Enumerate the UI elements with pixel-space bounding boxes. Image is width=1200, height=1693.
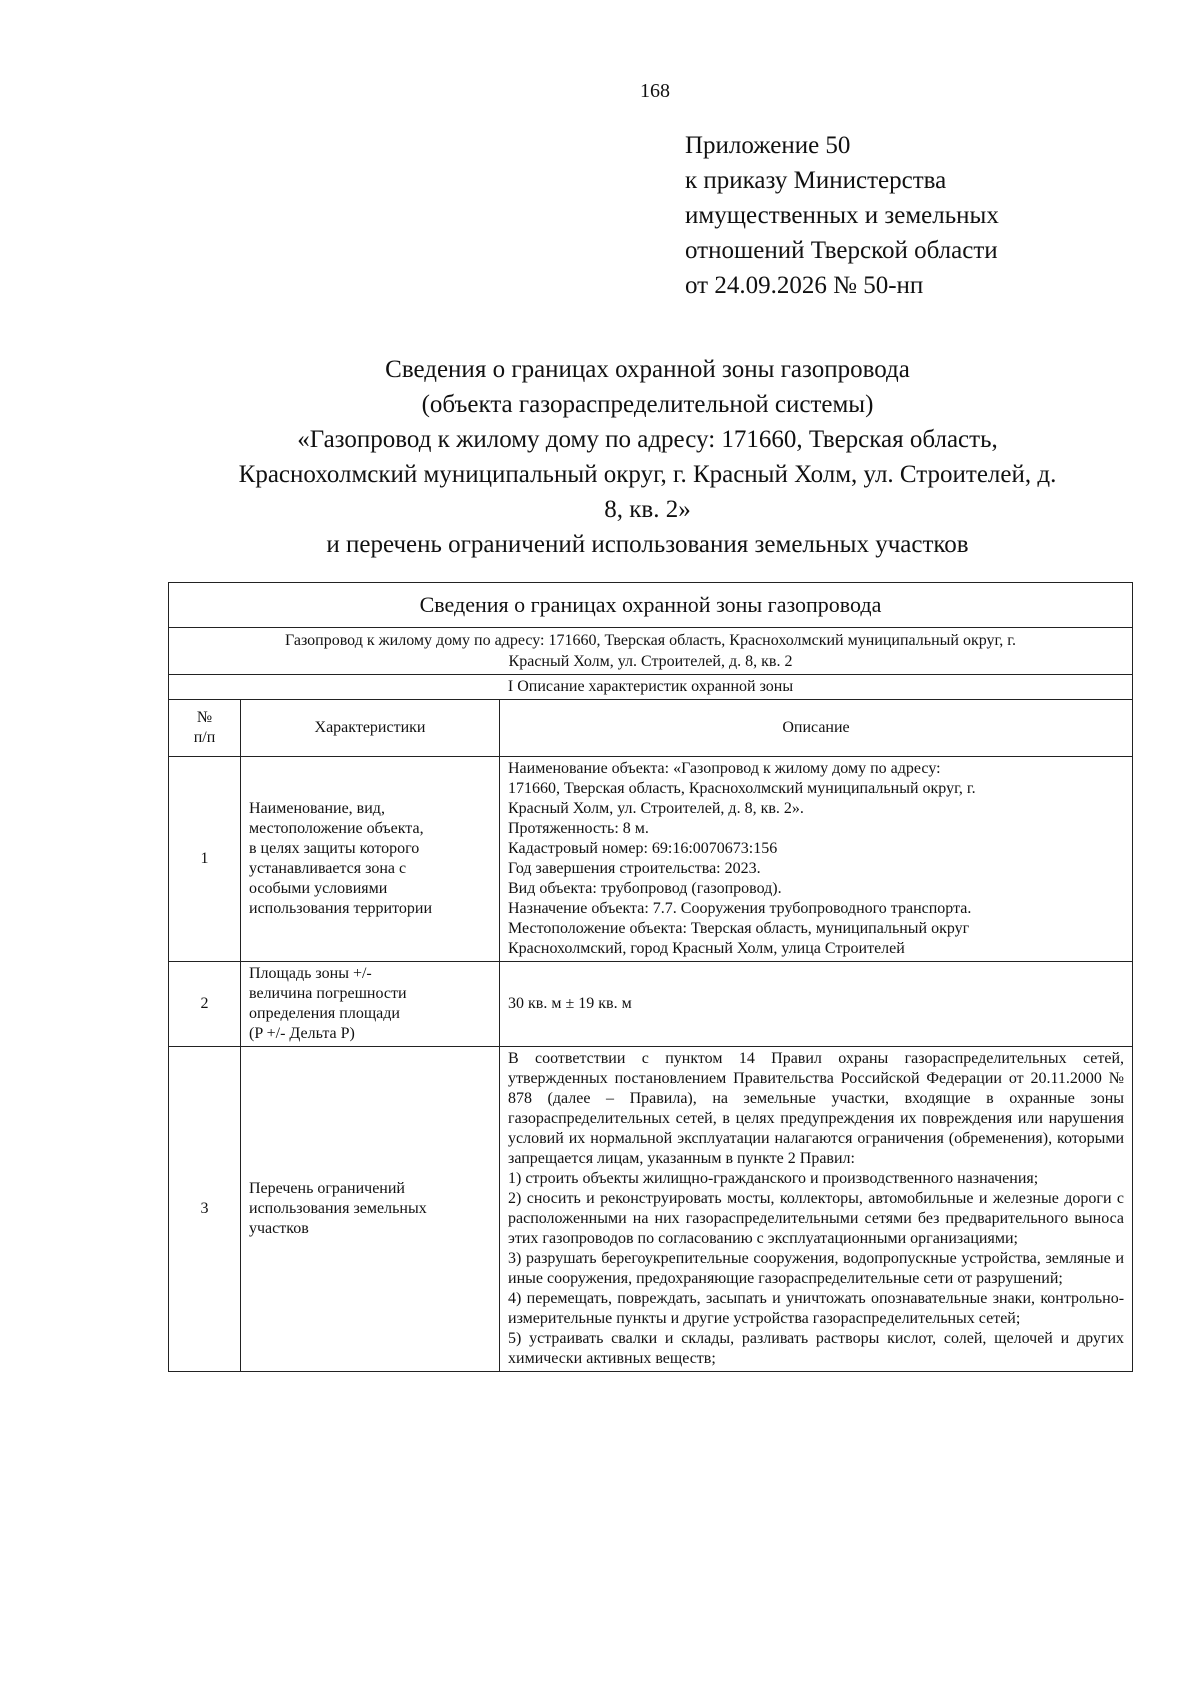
description-line: 30 кв. м ± 19 кв. м: [508, 995, 632, 1012]
object-caption: [169, 628, 1133, 675]
characteristic-line: определения площади: [249, 1005, 400, 1022]
description-paragraph: 5) устраивать свалки и склады, разливать растворы кислот, солей, щелочей и других химически активных веществ;: [508, 1330, 1125, 1367]
row-characteristic: [241, 962, 500, 1047]
header-num-line: №: [196, 709, 213, 726]
appendix-line: Приложение 50: [685, 132, 851, 159]
header-characteristics: Характеристики: [241, 700, 500, 757]
row-number: 2: [169, 962, 241, 1047]
row-number: 3: [169, 1047, 241, 1372]
description-line: Год завершения строительства: 2023.: [508, 860, 761, 877]
description-line: Протяженность: 8 м.: [508, 820, 649, 837]
description-paragraph: 3) разрушать берегоукрепительные сооружения, водопропускные устройства, земляные и иные сооружения, предохраняющие газораспределительные сети от разрушений;: [508, 1250, 1125, 1287]
title-line: и перечень ограничений использования земельных участков: [326, 531, 969, 558]
page-number: 168: [640, 80, 670, 102]
object-caption-line: Газопровод к жилому дому по адресу: 171660, Тверская область, Краснохолмский муниципальный округ, г.: [284, 632, 1017, 649]
characteristic-line: (P +/- Дельта P): [249, 1025, 355, 1042]
characteristic-line: использования территории: [249, 900, 433, 917]
document-title: [180, 352, 1115, 562]
section-title: I Описание характеристик охранной зоны: [169, 675, 1133, 700]
table-header-row: [169, 700, 1133, 757]
object-caption-line: Красный Холм, ул. Строителей, д. 8, кв. 2: [508, 653, 793, 670]
description-paragraph: 4) перемещать, повреждать, засыпать и уничтожать опознавательные знаки, контрольно-измерительные пункты и другие устройства газораспределительных сетей;: [508, 1290, 1125, 1327]
row-characteristic: [241, 1047, 500, 1372]
title-line: Краснохолмский муниципальный округ, г. Красный Холм, ул. Строителей, д.: [238, 461, 1057, 488]
appendix-line: имущественных и земельных: [685, 202, 999, 229]
row-characteristic: [241, 757, 500, 962]
row-number: 1: [169, 757, 241, 962]
characteristic-line: местоположение объекта,: [249, 820, 424, 837]
title-line: (объекта газораспределительной системы): [421, 391, 874, 418]
characteristic-line: использования земельных: [249, 1200, 427, 1217]
description-line: Красный Холм, ул. Строителей, д. 8, кв. 2».: [508, 800, 804, 817]
title-line: «Газопровод к жилому дому по адресу: 171660, Тверская область,: [297, 426, 998, 453]
appendix-line: от 24.09.2026 № 50-нп: [685, 272, 924, 299]
row-description: [500, 757, 1133, 962]
header-num-line: п/п: [193, 729, 216, 746]
header-num: [169, 700, 241, 757]
characteristic-line: участков: [249, 1220, 309, 1237]
description-line: 171660, Тверская область, Краснохолмский муниципальный округ, г.: [508, 780, 976, 797]
table-title: Сведения о границах охранной зоны газопровода: [169, 583, 1133, 628]
characteristic-line: особыми условиями: [249, 880, 388, 897]
zone-table: [168, 582, 1133, 1372]
title-line: Сведения о границах охранной зоны газопровода: [385, 356, 910, 383]
characteristic-line: Перечень ограничений: [249, 1180, 405, 1197]
description-paragraph: 2) сносить и реконструировать мосты, коллекторы, автомобильные и железные дороги с расположенными на них газораспределительными сетями без предварительного выноса этих газопроводов по согласованию с эксплуатационными организациями;: [508, 1190, 1125, 1247]
description-paragraph: В соответствии с пунктом 14 Правил охраны газораспределительных сетей, утвержденных постановлением Правительства Российской Федерации от 20.11.2000 № 878 (далее – Правила), на земельные участки, входящие в охранные зоны газораспределительных сетей, в целях предупреждения их повреждения или нарушения условий их нормальной эксплуатации налагаются ограничения (обременения), которыми запрещается лицам, указанным в пункте 2 Правил:: [508, 1050, 1125, 1167]
description-line: Краснохолмский, город Красный Холм, улица Строителей: [508, 940, 905, 957]
header-description: Описание: [500, 700, 1133, 757]
table-row: [169, 1047, 1133, 1372]
appendix-line: отношений Тверской области: [685, 237, 998, 264]
characteristic-line: Площадь зоны +/-: [249, 965, 372, 982]
appendix-header: [685, 128, 999, 303]
table-row: [169, 757, 1133, 962]
characteristic-line: устанавливается зона с: [249, 860, 407, 877]
description-line: Местоположение объекта: Тверская область, муниципальный округ: [508, 920, 970, 937]
table-row: [169, 962, 1133, 1047]
description-line: Вид объекта: трубопровод (газопровод).: [508, 880, 782, 897]
row-description: [500, 962, 1133, 1047]
description-line: Назначение объекта: 7.7. Сооружения трубопроводного транспорта.: [508, 900, 972, 917]
description-line: Кадастровый номер: 69:16:0070673:156: [508, 840, 778, 857]
row-description: [500, 1047, 1133, 1372]
appendix-line: к приказу Министерства: [685, 167, 947, 194]
characteristic-line: Наименование, вид,: [249, 800, 385, 817]
characteristic-line: в целях защиты которого: [249, 840, 420, 857]
description-paragraph: 1) строить объекты жилищно-гражданского и производственного назначения;: [508, 1170, 1039, 1187]
description-line: Наименование объекта: «Газопровод к жилому дому по адресу:: [508, 760, 941, 777]
title-line: 8, кв. 2»: [604, 496, 691, 523]
characteristic-line: величина погрешности: [249, 985, 407, 1002]
